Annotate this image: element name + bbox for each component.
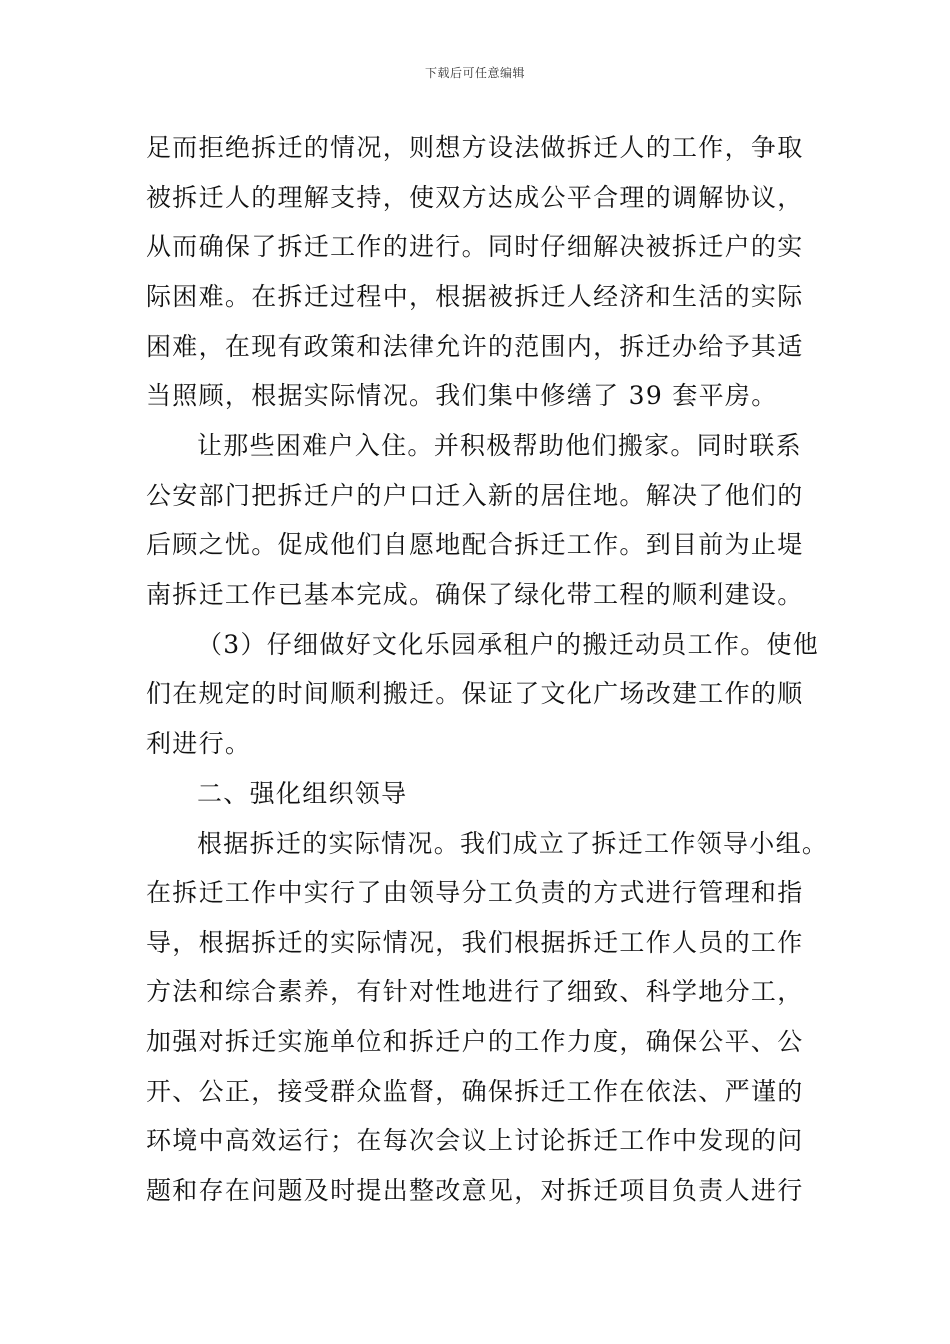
paragraph-first-line: 让那些困难户入住。并积极帮助他们搬家。同时联系 <box>197 431 802 460</box>
section-heading: 二、强化组织领导 <box>197 779 408 808</box>
text-line: 公安部门把拆迁户的户口迁入新的居住地。解决了他们的 <box>146 481 804 510</box>
text-line: 南拆迁工作已基本完成。确保了绿化带工程的顺利建设。 <box>146 580 804 609</box>
text-line: 环境中高效运行；在每次会议上讨论拆迁工作中发现的问 <box>146 1126 804 1155</box>
text-line: 方法和综合素养，有针对性地进行了细致、科学地分工， <box>146 977 804 1006</box>
text-line: 际困难。在拆迁过程中，根据被拆迁人经济和生活的实际 <box>146 282 804 311</box>
text-line: 从而确保了拆迁工作的进行。同时仔细解决被拆迁户的实 <box>146 232 804 261</box>
text-line: 们在规定的时间顺利搬迁。保证了文化广场改建工作的顺 <box>146 679 804 708</box>
text-line: 题和存在问题及时提出整改意见，对拆迁项目负责人进行 <box>146 1176 804 1205</box>
text-line: 后顾之忧。促成他们自愿地配合拆迁工作。到目前为止堤 <box>146 530 804 559</box>
text-line: 开、公正，接受群众监督，确保拆迁工作在依法、严谨的 <box>146 1077 804 1106</box>
text-line: 困难，在现有政策和法律允许的范围内，拆迁办给予其适 <box>146 332 804 361</box>
page-header: 下载后可任意编辑 <box>424 66 525 80</box>
text-line: 当照顾，根据实际情况。我们集中修缮了 39 套平房。 <box>146 381 778 410</box>
text-line: 导，根据拆迁的实际情况，我们根据拆迁工作人员的工作 <box>146 928 804 957</box>
text-line: 加强对拆迁实施单位和拆迁户的工作力度，确保公平、公 <box>146 1027 804 1056</box>
text-line: 被拆迁人的理解支持，使双方达成公平合理的调解协议， <box>146 183 804 212</box>
text-line: 足而拒绝拆迁的情况，则想方设法做拆迁人的工作，争取 <box>146 133 804 162</box>
paragraph-first-line: 根据拆迁的实际情况。我们成立了拆迁工作领导小组。 <box>197 829 829 858</box>
paragraph-first-line: （3）仔细做好文化乐园承租户的搬迁动员工作。使他 <box>197 630 820 659</box>
text-line: 利进行。 <box>146 729 252 758</box>
text-line: 在拆迁工作中实行了由领导分工负责的方式进行管理和指 <box>146 878 804 907</box>
